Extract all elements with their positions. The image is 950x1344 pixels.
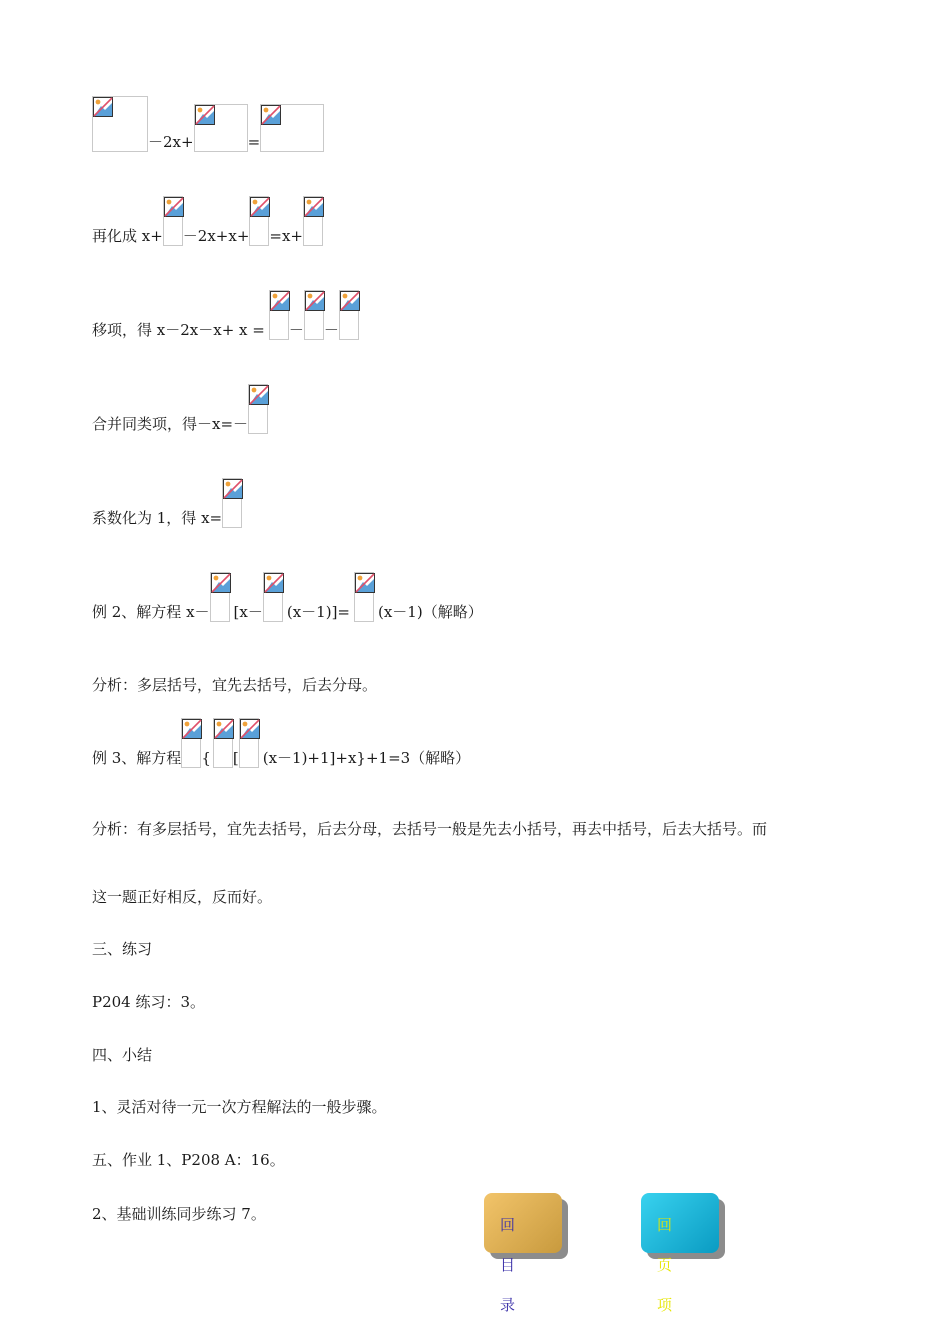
example-3 bbox=[92, 708, 470, 768]
back-to-homepage-button[interactable] bbox=[641, 1193, 725, 1314]
step-simplify-op1: －2x+x+ bbox=[182, 227, 250, 245]
broken-image-icon bbox=[340, 291, 360, 311]
broken-image-icon bbox=[250, 197, 270, 217]
back-to-contents-button[interactable] bbox=[484, 1193, 568, 1314]
section-4-title: 四、小结 bbox=[92, 1046, 153, 1064]
formula-image bbox=[269, 290, 289, 340]
step-transpose-op2: － bbox=[323, 321, 339, 339]
formula-image bbox=[339, 290, 359, 340]
formula-image bbox=[249, 196, 269, 246]
broken-image-icon bbox=[304, 197, 324, 217]
summary-item-1: 1、灵活对待一元一次方程解法的一般步骤。 bbox=[92, 1098, 387, 1116]
broken-image-icon bbox=[261, 105, 281, 125]
formula-image bbox=[213, 718, 233, 768]
formula-image bbox=[194, 104, 248, 152]
broken-image-icon bbox=[270, 291, 290, 311]
example-2-prefix: 例 2、解方程 x－ bbox=[92, 603, 210, 621]
step-coefficient-prefix: 系数化为 1，得 x= bbox=[92, 509, 223, 527]
step-transpose-op1: － bbox=[288, 321, 304, 339]
broken-image-icon bbox=[264, 573, 284, 593]
broken-image-icon bbox=[164, 197, 184, 217]
example-3-suffix: (x－1)+1]+x}+1=3（解略） bbox=[262, 749, 471, 767]
formula-image bbox=[181, 718, 201, 768]
analysis-3-line-1: 分析：有多层括号，宜先去括号，后去分母，去括号一般是先去小括号，再去中括号，后去大括号。而 bbox=[92, 820, 768, 838]
formula-image bbox=[260, 104, 324, 152]
broken-image-icon bbox=[240, 719, 260, 739]
section-3-title: 三、练习 bbox=[92, 940, 153, 958]
equation-line bbox=[92, 92, 324, 152]
broken-image-icon bbox=[249, 385, 269, 405]
broken-image-icon bbox=[355, 573, 375, 593]
homework-item-1: 五、作业 1、P208 A：16。 bbox=[92, 1151, 285, 1169]
example-3-prefix: 例 3、解方程 bbox=[92, 749, 182, 767]
formula-image bbox=[263, 572, 283, 622]
analysis-3-line-2: 这一题正好相反，反而好。 bbox=[92, 888, 273, 906]
broken-image-icon bbox=[93, 97, 113, 117]
broken-image-icon bbox=[223, 479, 243, 499]
formula-image bbox=[248, 384, 268, 434]
equation-op1: －2x+ bbox=[148, 133, 194, 151]
practice-text: P204 练习：3。 bbox=[92, 993, 206, 1011]
example-2-suffix: (x－1)（解略） bbox=[378, 603, 483, 621]
step-combine bbox=[92, 374, 268, 434]
example-2 bbox=[92, 562, 483, 622]
broken-image-icon bbox=[305, 291, 325, 311]
broken-image-icon bbox=[195, 105, 215, 125]
formula-image bbox=[163, 196, 183, 246]
example-3-op2: [ bbox=[232, 749, 239, 767]
formula-image bbox=[239, 718, 259, 768]
analysis-2: 分析：多层括号，宜先去括号，后去分母。 bbox=[92, 676, 378, 694]
formula-image bbox=[210, 572, 230, 622]
step-simplify bbox=[92, 186, 323, 246]
formula-image bbox=[222, 478, 242, 528]
step-simplify-prefix: 再化成 x+ bbox=[92, 227, 163, 245]
formula-image bbox=[92, 96, 148, 152]
broken-image-icon bbox=[214, 719, 234, 739]
example-3-op1: { bbox=[201, 749, 211, 767]
step-transpose bbox=[92, 280, 359, 340]
formula-image bbox=[304, 290, 324, 340]
formula-image bbox=[354, 572, 374, 622]
homework-item-2: 2、基础训练同步练习 7。 bbox=[92, 1205, 266, 1223]
broken-image-icon bbox=[211, 573, 231, 593]
example-2-op1: [x－ bbox=[233, 603, 263, 621]
example-2-op2: (x－1)]= bbox=[286, 603, 350, 621]
equation-op2: = bbox=[247, 133, 261, 151]
step-simplify-op2: =x+ bbox=[269, 227, 304, 245]
back-to-homepage-label: 回页项 bbox=[657, 1216, 695, 1314]
formula-image bbox=[303, 196, 323, 246]
step-combine-prefix: 合并同类项，得－x=－ bbox=[92, 415, 249, 433]
broken-image-icon bbox=[182, 719, 202, 739]
back-to-contents-label: 回目录 bbox=[500, 1216, 538, 1314]
step-coefficient bbox=[92, 468, 242, 528]
step-transpose-prefix: 移项，得 x－2x－x+ x = bbox=[92, 321, 265, 339]
